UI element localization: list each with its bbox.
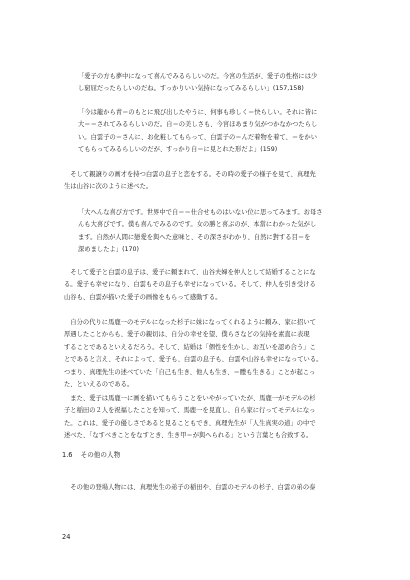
text-line: 厚遇したことからも、愛子の親切は、自分の幸せを望、僕らさなどの気持を素直に表現 [64,331,310,339]
text-line: そして親譲りの画才を持つ白雲の息子と恋をする。その時の愛子の様子を見て、真理先 [64,171,316,178]
text-line: とであると言え、それによって、愛子も、白雲の息子も、白雲や山谷も幸せになっている。 [64,356,323,364]
text-line: 「今は籠から青＝のもとに飛び出したやうに、何事も珍しく＝快らしい。それに皆に [78,109,318,116]
text-line: んも大喜びです。僕も喜んでみるのです。女の勝と喜ぶのが、本當にわかった気がし [78,221,317,229]
section-number: 1.6 [62,451,73,459]
text-line: 大＝＝されてみるらしいのだ。自＝の美しさも、今宮ほあまり気がつかなかつたらし [78,121,318,129]
body-paragraph-3 [64,317,378,391]
text-line: る。愛子も幸せになり、白雲もその息子も幸せになっている。そして、仲人を引き受ける [64,281,316,289]
body-paragraph-5 [64,482,378,494]
text-line: 述べた、「なすべきことをなすとき、生き甲＝が與へられる」という言葉とも合致する。 [64,432,313,440]
page-number: 24 [62,533,71,541]
section-title: その他の人物 [80,451,121,459]
text-line: 「大へんな喜び方です。世界中で自＝＝仕合せものはいない位に思ってみます。お母さ [78,209,323,216]
body-paragraph-2 [64,267,378,304]
text-line: い。白雲子の＝さんに、お化粧してもらって、白雲子の＝んだ着物を着て、＝をかい [78,133,318,141]
text-line: てもらってみるらしいのだが、すっかり自＝に見とれた形だよ」(159) [78,146,278,154]
quote-paragraph-3 [78,207,378,257]
text-line: その他の登場人物には、真理先生の弟子の稲田や、白雲のモデルの杉子、白雲の弟の泰 [64,484,316,491]
text-line: 山谷も、白雲が描いた愛子の画像をもらって感動する。 [64,293,222,301]
text-line: 「愛子の方も夢中になって喜んでみるらしいのだ。今宮の生活が、愛子の性格には少 [78,73,318,80]
text-line: そして愛子と白雲の息子は、愛子に頼まれて、山谷夫婦を仲人として結婚することにな [64,269,316,276]
text-line: 生は山谷に次のように述べた。 [64,183,153,191]
text-line: ます。自然が人間に戀愛を與へた意味と、その深さがわかり、自然に對する目＝を [78,233,311,241]
body-paragraph-4 [64,393,378,443]
text-line: し窮屈だったらしいのだね。すっかりいい気持になってみるらしい」(157,158) [78,85,304,93]
text-line: 子と稲田の２人を祝福したことを知って、馬鹿一を見直し、自ら家に行ってモデルになっ [64,407,316,415]
text-line: することであるといえるだろう。そして、結婚は「個性を生かし、お互いを認め合う」こ [64,343,316,351]
text-line: また、愛子は馬鹿一に画を描いてもらうことをいやがっていたが、馬鹿一がモデルの杉 [64,395,316,402]
quote-paragraph-2 [78,107,378,157]
text-line: 自分の代りに馬鹿一のモデルになった杉子に妹になってくれるように頼み、家に招いて [64,319,316,326]
text-line: た。これは、愛子の優しさであると見ることもでき、真理先生が「人生真実の道」の中で [64,419,316,427]
quote-paragraph-1 [78,71,378,96]
body-paragraph-1 [64,169,378,194]
text-line: 深めましたよ」(170) [78,246,140,254]
text-line: た、といえるのである。 [64,381,134,389]
text-line: つまり、真理先生の述べていた「自己も生き、他人も生き、＝體も生きる」ことが起こっ [64,368,316,376]
section-heading [62,449,120,461]
